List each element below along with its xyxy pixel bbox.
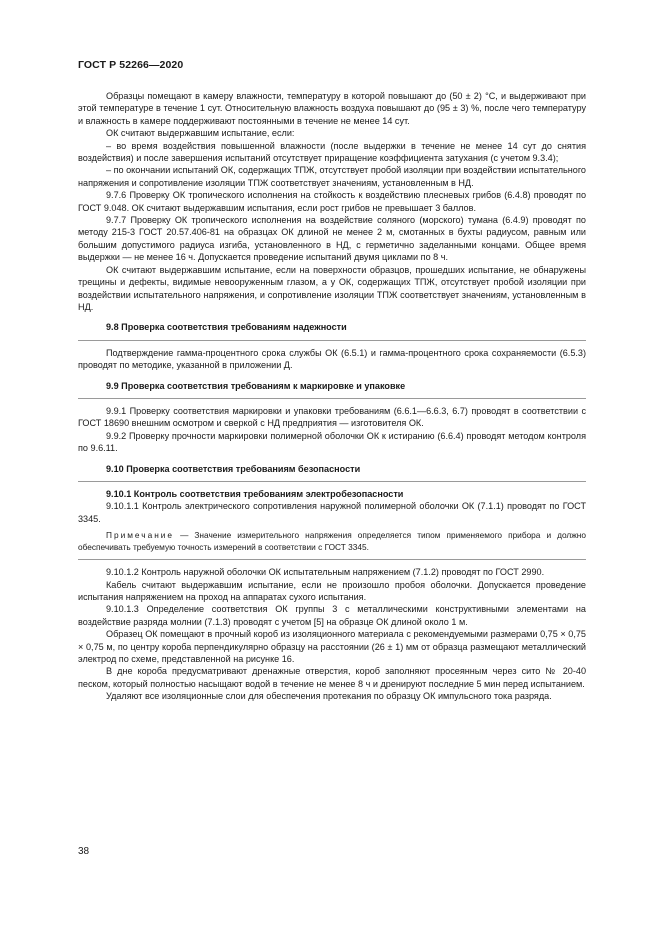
note-text: — Значение измерительного напряжения определяется типом применяемого прибора и должно обеспечивать требуемую точность измерений в соответствии с ГОСТ 3345. bbox=[78, 530, 586, 552]
document-body bbox=[78, 90, 586, 703]
paragraph-humidity-chamber: Образцы помещают в камеру влажности, температуру в которой повышают до (50 ± 2) °С, и выдерживают при этой температуре в течение 1 сут. Относительную влажность воздуха повышают до (95 ± 3) %, после чего температуру и влажность в камере поддерживают постоянными в течение не менее 14 сут. bbox=[78, 91, 586, 126]
note-label: Примечание bbox=[106, 530, 175, 541]
paragraph-9-9-1: 9.9.1 Проверку соответствия маркировки и упаковки требованиям (6.6.1—6.6.3, 6.7) проводят в соответствии с ГОСТ 18690 внешним осмотром и сверкой с НД предприятия — изготовителя ОК. bbox=[78, 405, 586, 429]
paragraph-9-10-1-1: 9.10.1.1 Контроль электрического сопротивления наружной полимерной оболочки ОК (7.1.1) проводят по ГОСТ 3345. bbox=[78, 501, 586, 524]
section-divider bbox=[78, 340, 586, 341]
note bbox=[78, 530, 586, 553]
section-divider bbox=[78, 398, 586, 399]
paragraph-9-10-1-3-sample: Образец ОК помещают в прочный короб из изоляционного материала с рекомендуемыми размерами 0,75 × 0,75 × 0,75 м, по центру короба перпендикулярно образцу на расстоянии (26 ± 1) мм от образца размещают металлический электрод по схеме, представленной на рисунке 16. bbox=[78, 629, 586, 665]
paragraph-9-7-6: 9.7.6 Проверку ОК тропического исполнения на стойкость к воздействию плесневых грибов (6.4.8) проводят по ГОСТ 9.048. ОК считают выдержавшим испытания, если рост грибов не превышает 3 баллов. bbox=[78, 190, 586, 213]
page-number: 38 bbox=[78, 846, 90, 857]
document-header: ГОСТ Р 52266—2020 bbox=[78, 59, 184, 71]
subsection-heading-9-10-1: 9.10.1 Контроль соответствия требованиям электробезопасности bbox=[106, 488, 404, 499]
paragraph-9-10-1-3-insulation: Удаляют все изоляционные слои для обеспечения протекания по образцу ОК импульсного тока разряда. bbox=[106, 691, 552, 702]
paragraph-9-9-2: 9.9.2 Проверку прочности маркировки полимерной оболочки ОК к истиранию (6.6.4) проводят методом контроля по 9.6.11. bbox=[78, 430, 586, 454]
note-divider bbox=[78, 559, 586, 560]
list-item-humidity: – во время воздействия повышенной влажности (после выдержки в течение не менее 14 сут до снятия воздействия) и после завершения испытаний отсутствует приращение коэффициента затухания (с учетом 9.3.4); bbox=[78, 140, 586, 164]
paragraph-pass-criteria: ОК считают выдержавшим испытание, если: bbox=[106, 128, 295, 139]
paragraph-9-10-1-2: 9.10.1.2 Контроль наружной оболочки ОК испытательным напряжением (7.1.2) проводят по ГОСТ 2990. bbox=[106, 567, 545, 578]
section-divider bbox=[78, 481, 586, 482]
section-heading-9-9: 9.9 Проверка соответствия требованиям к маркировке и упаковке bbox=[106, 380, 406, 391]
section-heading-9-10: 9.10 Проверка соответствия требованиям безопасности bbox=[106, 463, 361, 474]
paragraph-9-10-1-3-box: В дне короба предусматривают дренажные отверстия, короб заполняют просеянным через сито № 20-40 песком, который полностью насыщают водой в течение не менее 8 ч и дренируют последние 5 мин перед испытанием. bbox=[78, 666, 586, 689]
list-item-insulation: – по окончании испытаний ОК, содержащих ТПЖ, отсутствует пробой изоляции при воздействии испытательного напряжения и сопротивление изоляции ТПЖ соответствует значениям, установленным в НД. bbox=[78, 165, 586, 188]
paragraph-9-7-7-criteria: ОК считают выдержавшим испытание, если на поверхности образцов, прошедших испытание, не обнаружены трещины и дефекты, видимые невооруженным глазом, а у ОК, содержащих ТПЖ, отсутствует пробой изоляции при воздействии испытательного напряжения, и сопротивление изоляции ТПЖ соответствует значениям, установленным в НД. bbox=[78, 264, 586, 312]
section-heading-9-8: 9.8 Проверка соответствия требованиям надежности bbox=[106, 322, 347, 333]
paragraph-9-10-1-3: 9.10.1.3 Определение соответствия ОК группы 3 с металлическими конструктивными элементами на воздействие разряда молнии (7.1.3) проводят с учетом [5] на образце ОК длиной около 1 м. bbox=[78, 604, 586, 627]
paragraph-9-8: Подтверждение гамма-процентного срока службы ОК (6.5.1) и гамма-процентного срока сохраняемости (6.5.3) проводят по методике, указанной в приложении Д. bbox=[78, 347, 586, 371]
paragraph-9-7-7: 9.7.7 Проверку ОК тропического исполнения на воздействие соляного (морского) тумана (6.4.9) проводят по методу 215-3 ГОСТ 20.57.406-81 на образцах ОК длиной не менее 2 м, смотанных в бухты радиусом, равным или большим допустимого радиуса изгиба, установленного в НД, с герметично заделанными концами. Общее время выдержки — не менее 16 ч. Допускается проведение испытаний двумя циклами по 8 ч. bbox=[78, 215, 586, 263]
paragraph-9-10-1-2-criteria: Кабель считают выдержавшим испытание, если не произошло пробоя оболочки. Допускается проведение испытания напряжением на проход на аппаратах сухого испытания. bbox=[78, 579, 586, 602]
